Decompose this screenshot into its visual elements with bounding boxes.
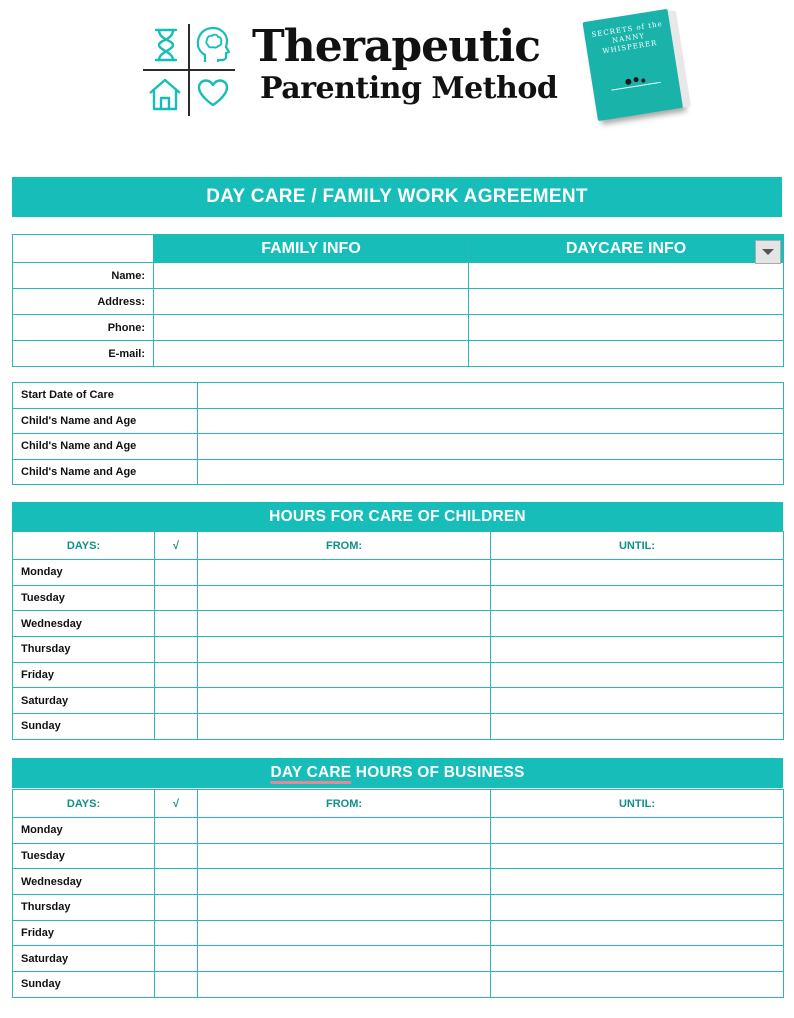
day-label: Saturday <box>13 688 155 714</box>
brand-title-line1: Therapeutic <box>252 21 540 72</box>
from-field[interactable] <box>198 662 491 688</box>
table-row <box>13 714 784 740</box>
child-info-table <box>12 382 784 485</box>
table-row <box>13 920 784 946</box>
table-row <box>13 560 784 586</box>
info-row-address <box>13 289 784 315</box>
info-corner-cell <box>13 235 154 263</box>
day-check-cell[interactable] <box>155 662 198 688</box>
until-field[interactable] <box>491 869 784 895</box>
day-check-cell[interactable] <box>155 818 198 844</box>
table-row <box>13 383 784 409</box>
day-check-cell[interactable] <box>155 946 198 972</box>
child-name-age-label: Child's Name and Age <box>13 408 198 434</box>
child-name-age-label: Child's Name and Age <box>13 434 198 460</box>
hourglass-icon <box>153 28 179 62</box>
from-field[interactable] <box>198 688 491 714</box>
daycare-email-field[interactable] <box>469 341 784 367</box>
chevron-down-icon <box>761 248 775 256</box>
brand-logo <box>143 24 235 116</box>
table-row <box>13 662 784 688</box>
day-check-cell[interactable] <box>155 920 198 946</box>
from-column-header: FROM: <box>198 532 491 560</box>
until-field[interactable] <box>491 662 784 688</box>
daycare-phone-field[interactable] <box>469 315 784 341</box>
until-field[interactable] <box>491 972 784 998</box>
day-label: Thursday <box>13 637 155 663</box>
info-label: Phone: <box>13 315 154 341</box>
day-check-cell[interactable] <box>155 637 198 663</box>
table-row <box>13 585 784 611</box>
logo-divider-horizontal <box>143 69 235 71</box>
from-field[interactable] <box>198 714 491 740</box>
hours-business-title-part2: HOURS OF BUSINESS <box>351 764 525 781</box>
until-field[interactable] <box>491 611 784 637</box>
day-label: Monday <box>13 560 155 586</box>
hours-business-title-part1: DAY CARE <box>270 764 352 781</box>
from-field[interactable] <box>198 972 491 998</box>
until-field[interactable] <box>491 714 784 740</box>
info-row-phone <box>13 315 784 341</box>
until-column-header: UNTIL: <box>491 790 784 818</box>
table-row <box>13 895 784 921</box>
from-field[interactable] <box>198 920 491 946</box>
from-field[interactable] <box>198 611 491 637</box>
day-check-cell[interactable] <box>155 895 198 921</box>
hours-header-row <box>13 532 784 560</box>
table-row <box>13 459 784 485</box>
day-label: Wednesday <box>13 869 155 895</box>
info-row-name <box>13 263 784 289</box>
child-name-age-label: Child's Name and Age <box>13 459 198 485</box>
header <box>0 0 794 170</box>
start-date-field[interactable] <box>198 383 784 409</box>
start-date-label: Start Date of Care <box>13 383 198 409</box>
from-field[interactable] <box>198 637 491 663</box>
hours-business-table <box>12 789 784 998</box>
until-field[interactable] <box>491 688 784 714</box>
info-row-email <box>13 341 784 367</box>
family-address-field[interactable] <box>154 289 469 315</box>
daycare-info-header-label: DAYCARE INFO <box>565 239 687 257</box>
from-field[interactable] <box>198 818 491 844</box>
day-check-cell[interactable] <box>155 611 198 637</box>
child-name-age-field[interactable] <box>198 408 784 434</box>
day-label: Friday <box>13 662 155 688</box>
day-label: Tuesday <box>13 843 155 869</box>
form-title: DAY CARE / FAMILY WORK AGREEMENT <box>12 177 782 217</box>
house-icon <box>147 76 183 112</box>
day-label: Monday <box>13 818 155 844</box>
family-name-field[interactable] <box>154 263 469 289</box>
table-row <box>13 869 784 895</box>
until-field[interactable] <box>491 637 784 663</box>
info-label: Name: <box>13 263 154 289</box>
hours-header-row <box>13 790 784 818</box>
day-label: Saturday <box>13 946 155 972</box>
table-row <box>13 688 784 714</box>
hours-business-title <box>12 758 783 788</box>
from-field[interactable] <box>198 843 491 869</box>
days-column-header: DAYS: <box>13 790 155 818</box>
info-label: E-mail: <box>13 341 154 367</box>
until-field[interactable] <box>491 895 784 921</box>
day-check-cell[interactable] <box>155 688 198 714</box>
book-front <box>582 9 683 121</box>
from-column-header: FROM: <box>198 790 491 818</box>
day-label: Wednesday <box>13 611 155 637</box>
from-field[interactable] <box>198 560 491 586</box>
until-column-header: UNTIL: <box>491 532 784 560</box>
info-label: Address: <box>13 289 154 315</box>
child-name-age-field[interactable] <box>198 459 784 485</box>
table-row <box>13 972 784 998</box>
brand-title <box>252 22 582 106</box>
day-check-cell[interactable] <box>155 714 198 740</box>
day-label: Sunday <box>13 714 155 740</box>
heart-icon <box>196 78 230 108</box>
brain-head-icon <box>195 26 231 64</box>
until-field[interactable] <box>491 843 784 869</box>
table-row <box>13 611 784 637</box>
from-field[interactable] <box>198 869 491 895</box>
info-table <box>12 234 784 367</box>
hours-children-table <box>12 531 784 740</box>
until-field[interactable] <box>491 560 784 586</box>
until-field[interactable] <box>491 585 784 611</box>
days-column-header: DAYS: <box>13 532 155 560</box>
table-row <box>13 434 784 460</box>
book-cover-image <box>582 7 695 125</box>
hours-children-title: HOURS FOR CARE OF CHILDREN <box>12 502 783 532</box>
book-title: SECRETS of the NANNY WHISPERER <box>591 19 664 56</box>
until-field[interactable] <box>491 946 784 972</box>
day-label: Friday <box>13 920 155 946</box>
from-field[interactable] <box>198 946 491 972</box>
day-check-cell[interactable] <box>155 843 198 869</box>
book-art <box>600 69 671 95</box>
family-info-header: FAMILY INFO <box>154 235 469 263</box>
dropdown-button[interactable] <box>755 240 781 264</box>
until-field[interactable] <box>491 920 784 946</box>
table-row <box>13 637 784 663</box>
day-check-cell[interactable] <box>155 972 198 998</box>
family-email-field[interactable] <box>154 341 469 367</box>
until-field[interactable] <box>491 818 784 844</box>
day-check-cell[interactable] <box>155 585 198 611</box>
check-column-header: √ <box>155 532 198 560</box>
table-row <box>13 843 784 869</box>
from-field[interactable] <box>198 895 491 921</box>
daycare-name-field[interactable] <box>469 263 784 289</box>
day-check-cell[interactable] <box>155 869 198 895</box>
table-row <box>13 408 784 434</box>
day-check-cell[interactable] <box>155 560 198 586</box>
day-label: Tuesday <box>13 585 155 611</box>
day-label: Thursday <box>13 895 155 921</box>
daycare-address-field[interactable] <box>469 289 784 315</box>
brand-title-line2: Parenting Method <box>260 71 558 106</box>
family-phone-field[interactable] <box>154 315 469 341</box>
table-row <box>13 818 784 844</box>
table-row <box>13 946 784 972</box>
child-name-age-field[interactable] <box>198 434 784 460</box>
day-label: Sunday <box>13 972 155 998</box>
info-header-row <box>13 235 784 263</box>
from-field[interactable] <box>198 585 491 611</box>
check-column-header: √ <box>155 790 198 818</box>
daycare-info-header <box>469 235 784 263</box>
